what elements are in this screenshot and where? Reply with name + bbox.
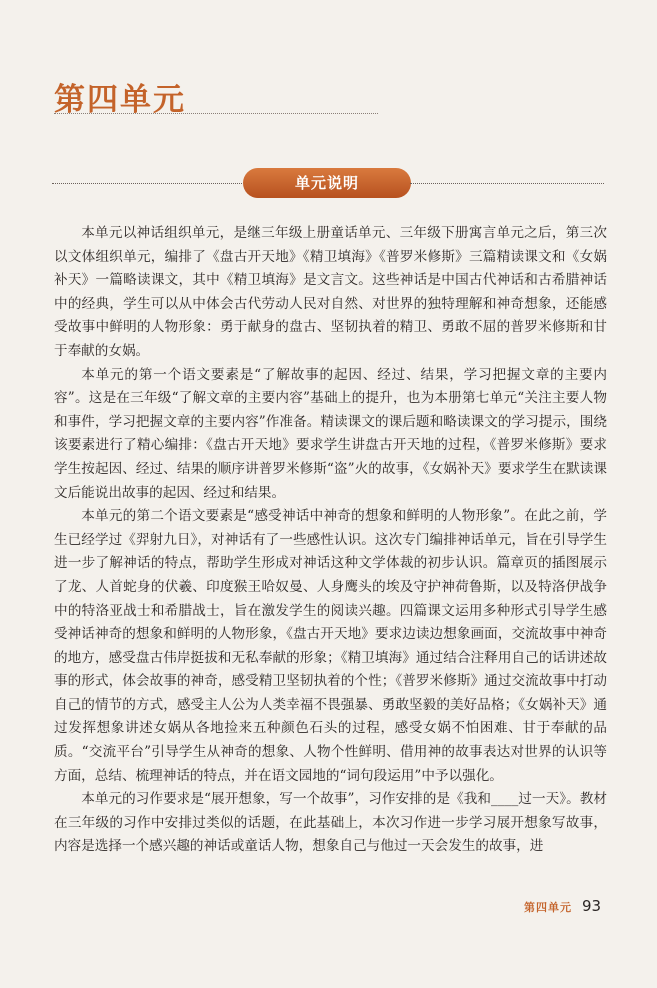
section-divider-left	[52, 183, 242, 184]
section-header	[52, 168, 604, 198]
footer-unit-label: 第四单元	[524, 901, 572, 914]
paragraph-3: 本单元的第二个语文要素是“感受神话中神奇的想象和鲜明的人物形象”。在此之前，学生已经学过《羿射九日》，对神话有了一些感性认识。这次专门编排神话单元，旨在引导学生进一步了解神话的特点，帮助学生形成对神话这种文学体裁的初步认识。篇章页的插图展示了龙、人首蛇身的伏羲、印度猴王哈奴曼、人身鹰头的埃及守护神荷鲁斯，以及特洛伊战争中的特洛亚战士和希腊战士，旨在激发学生的阅读兴趣。四篇课文运用多种形式引导学生感受神话神奇的想象和鲜明的人物形象，《盘古开天地》要求边读边想象画面，交流故事中神奇的地方，感受盘古伟岸挺拔和无私奉献的形象；《精卫填海》通过结合注释用自己的话讲述故事的形式，体会故事的神奇，感受精卫坚韧执着的个性；《普罗米修斯》通过交流故事中打动自己的情节的方式，感受主人公为人类幸福不畏强暴、勇敢坚毅的美好品格；《女娲补天》通过发挥想象讲述女娲从各地捡来五种颜色石头的过程，感受女娲不怕困难、甘于奉献的品质。“交流平台”引导学生从神奇的想象、人物个性鲜明、借用神的故事表达对世界的认识等方面，总结、梳理神话的特点，并在语文园地的“词句段运用”中予以强化。	[54, 508, 607, 784]
paragraph-4: 本单元的习作要求是“展开想象，写一个故事”，习作安排的是《我和____过一天》。教材在三年级的习作中安排过类似的话题，在此基础上，本次习作进一步学习展开想象写故事，内容是选择一个感兴趣的神话或童话人物，想象自己与他过一天会发生的故事，进	[54, 791, 607, 855]
section-divider-right	[410, 183, 604, 184]
body-text	[54, 222, 607, 859]
page-footer	[524, 897, 601, 915]
paragraph-2: 本单元的第一个语文要素是“了解故事的起因、经过、结果，学习把握文章的主要内容”。这是在三年级“了解文章的主要内容”基础上的提升，也为本册第七单元“关注主要人物和事件，学习把握文章的主要内容”作准备。精读课文的课后题和略读课文的学习提示，围绕该要素进行了精心编排：《盘古开天地》要求学生讲盘古开天地的过程，《普罗米修斯》要求学生按起因、经过、结果的顺序讲普罗米修斯“盗”火的故事，《女娲补天》要求学生在默读课文后能说出故事的起因、经过和结果。	[54, 366, 607, 501]
section-label: 单元说明	[243, 168, 411, 198]
title-divider	[54, 113, 378, 114]
unit-title: 第四单元	[54, 82, 186, 118]
paragraph-1: 本单元以神话组织单元，是继三年级上册童话单元、三年级下册寓言单元之后，第三次以文体组织单元，编排了《盘古开天地》《精卫填海》《普罗米修斯》三篇精读课文和《女娲补天》一篇略读课文，其中《精卫填海》是文言文。这些神话是中国古代神话和古希腊神话中的经典，学生可以从中体会古代劳动人民对自然、对世界的独特理解和神奇想象，还能感受故事中鲜明的人物形象：勇于献身的盘古、坚韧执着的精卫、勇敢不屈的普罗米修斯和甘于奉献的女娲。	[54, 225, 607, 359]
page-number: 93	[582, 897, 602, 915]
